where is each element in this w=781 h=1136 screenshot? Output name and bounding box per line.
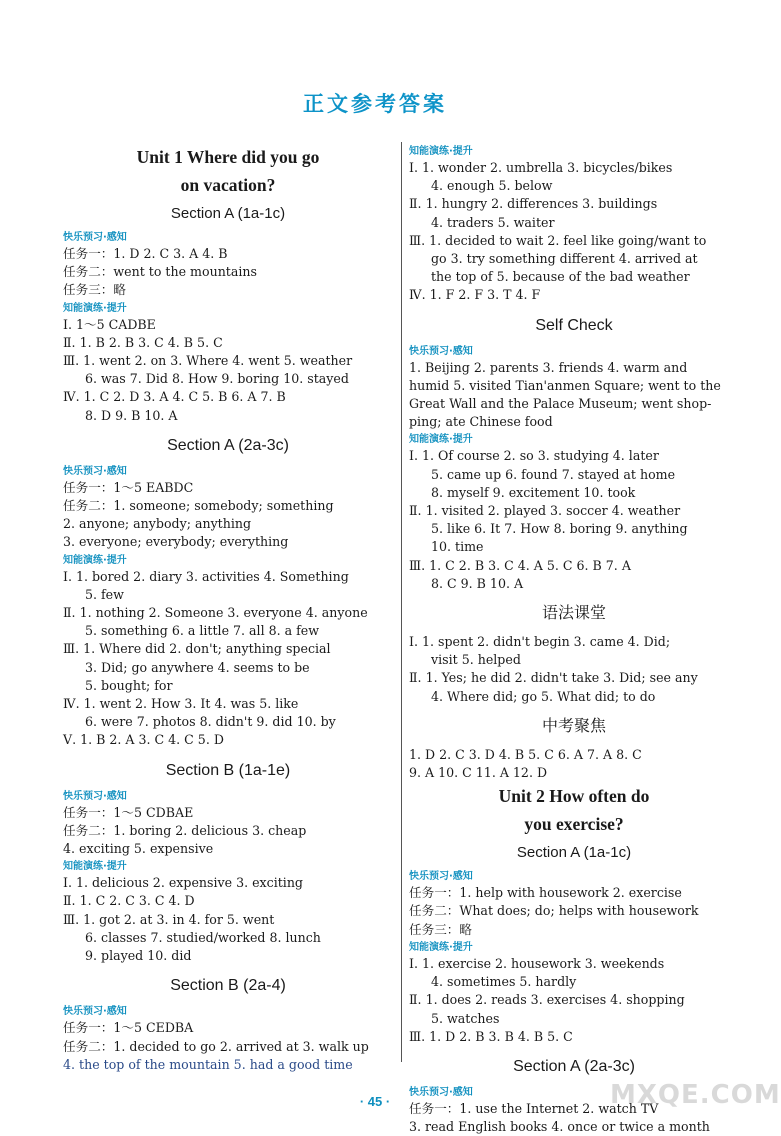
answer-line: Ⅲ. 1. C 2. B 3. C 4. A 5. C 6. B 7. A: [409, 557, 631, 573]
answer-line: 9. A 10. C 11. A 12. D: [409, 765, 548, 781]
page-title: 正文参考答案: [303, 92, 447, 116]
answer-line: Ⅰ. 1. delicious 2. expensive 3. exciting: [63, 875, 303, 891]
answer-line: 4. exciting 5. expensive: [63, 841, 214, 857]
answer-line: 6. classes 7. studied/worked 8. lunch: [85, 929, 321, 945]
answer-line: 5. something 6. a little 7. all 8. a few: [85, 623, 320, 639]
exercise-tag: 知能演练·提升: [409, 434, 473, 446]
answer-line: 任务三：略: [63, 282, 126, 298]
section-title: 中考聚焦: [541, 717, 606, 735]
answer-line: 任务二：What does; do; helps with housework: [409, 903, 699, 919]
watermark-logo: MXQE.COM: [610, 1080, 781, 1110]
answer-line: 4. traders 5. waiter: [431, 214, 555, 230]
section-title: Section A (2a-3c): [167, 436, 289, 454]
exercise-tag: 知能演练·提升: [63, 302, 127, 314]
answer-line: humid 5. visited Tian'anmen Square; went to the: [409, 377, 721, 393]
right-column: [409, 143, 739, 1136]
unit-title: you exercise?: [524, 814, 624, 835]
answer-line: Ⅴ. 1. B 2. A 3. C 4. C 5. D: [63, 732, 224, 748]
answer-line: Ⅳ. 1. C 2. D 3. A 4. C 5. B 6. A 7. B: [63, 389, 286, 405]
answer-line: 4. Where did; go 5. What did; to do: [431, 688, 656, 704]
section-title: Section B (2a-4): [170, 977, 286, 995]
answer-line: 6. were 7. photos 8. didn't 9. did 10. by: [85, 714, 336, 730]
answer-line: go 3. try something different 4. arrived at: [431, 251, 698, 267]
answer-line: 3. Did; go anywhere 4. seems to be: [85, 659, 310, 675]
answer-line: 任务一：1～5 CDBAE: [63, 804, 194, 820]
answer-line: 3. read English books 4. once or twice a month: [409, 1119, 710, 1135]
exercise-tag: 知能演练·提升: [63, 554, 127, 566]
answer-line: Ⅱ. 1. visited 2. played 3. soccer 4. weather: [409, 503, 681, 519]
unit-title: Unit 1 Where did you go: [136, 147, 320, 167]
exercise-tag: 快乐预习·感知: [63, 465, 127, 477]
section-title: Section A (1a-1c): [170, 205, 286, 222]
answer-line: 任务三：略: [409, 921, 472, 937]
answer-line: Ⅱ. 1. nothing 2. Someone 3. everyone 4. anyone: [63, 605, 368, 621]
unit-title: on vacation?: [180, 175, 276, 195]
left-column: [63, 143, 393, 1074]
answer-line: Ⅲ. 1. D 2. B 3. B 4. B 5. C: [409, 1028, 573, 1044]
answer-line: Ⅲ. 1. got 2. at 3. in 4. for 5. went: [63, 911, 275, 927]
answer-line: 任务一：1～5 EABDC: [63, 479, 194, 495]
exercise-tag: 快乐预习·感知: [63, 790, 127, 802]
section-title: Section A (2a-3c): [513, 1057, 635, 1075]
answer-line: Ⅳ. 1. went 2. How 3. It 4. was 5. like: [63, 696, 299, 712]
answer-line: 任务一：1～5 CEDBA: [63, 1020, 194, 1036]
section-title: Section A (1a-1c): [516, 844, 632, 862]
answer-line: 5. bought; for: [85, 677, 173, 693]
answer-line: 1. Beijing 2. parents 3. friends 4. warm and: [409, 359, 688, 375]
unit-title: Unit 2 How often do: [498, 786, 650, 807]
answer-line: Ⅰ. 1～5 CADBE: [63, 316, 156, 332]
exercise-tag: 快乐预习·感知: [63, 232, 127, 243]
answer-line: Ⅰ. 1. Of course 2. so 3. studying 4. later: [409, 448, 659, 464]
answer-line: Great Wall and the Palace Museum; went shop-: [409, 396, 712, 412]
exercise-tag: 快乐预习·感知: [409, 1086, 473, 1098]
exercise-tag: 知能演练·提升: [63, 861, 127, 873]
page-number: · 45 ·: [359, 1094, 391, 1109]
answer-line: 任务一：1. D 2. C 3. A 4. B: [63, 246, 228, 261]
section-title: Section B (1a-1e): [165, 761, 291, 779]
answer-line: 10. time: [431, 539, 484, 555]
answer-line: Ⅰ. 1. exercise 2. housework 3. weekends: [409, 955, 665, 971]
answer-line: 任务一：1. help with housework 2. exercise: [409, 885, 682, 901]
answer-line: 任务二：1. someone; somebody; something: [63, 498, 334, 514]
answer-line: Ⅱ. 1. does 2. reads 3. exercises 4. shopping: [409, 992, 685, 1008]
answer-line: 5. few: [85, 586, 124, 602]
answer-line: 4. sometimes 5. hardly: [431, 974, 577, 990]
answer-line: 任务一：1. use the Internet 2. watch TV: [409, 1100, 659, 1116]
answer-line: 2. anyone; anybody; anything: [63, 516, 252, 532]
answer-line: 5. came up 6. found 7. stayed at home: [431, 466, 676, 482]
answer-line: Ⅰ. 1. wonder 2. umbrella 3. bicycles/bikes: [409, 160, 673, 175]
answer-line: visit 5. helped: [431, 652, 521, 668]
exercise-tag: 快乐预习·感知: [409, 345, 473, 357]
answer-line: 6. was 7. Did 8. How 9. boring 10. stayed: [85, 371, 349, 387]
exercise-tag: 快乐预习·感知: [63, 1006, 127, 1018]
section-title: Self Check: [535, 316, 613, 334]
answer-line: Ⅳ. 1. F 2. F 3. T 4. F: [409, 287, 541, 303]
exercise-tag: 知能演练·提升: [409, 146, 473, 157]
answer-line: ping; ate Chinese food: [409, 414, 553, 430]
answer-line: Ⅱ. 1. Yes; he did 2. didn't take 3. Did; see any: [409, 670, 698, 686]
answer-line: the top of 5. because of the bad weather: [431, 269, 690, 285]
answer-line: 5. watches: [431, 1010, 500, 1026]
answer-line: Ⅰ. 1. spent 2. didn't begin 3. came 4. Did;: [409, 634, 671, 650]
answer-line: 任务二：1. boring 2. delicious 3. cheap: [63, 822, 307, 838]
answer-line: Ⅱ. 1. C 2. C 3. C 4. D: [63, 893, 195, 909]
column-divider: [401, 142, 402, 1062]
answer-line: Ⅲ. 1. decided to wait 2. feel like going/want to: [409, 232, 707, 248]
answer-line: 8. D 9. B 10. A: [85, 407, 178, 423]
answer-line: Ⅱ. 1. hungry 2. differences 3. buildings: [409, 196, 658, 212]
answer-line: 9. played 10. did: [85, 948, 192, 964]
answer-line: 任务二：1. decided to go 2. arrived at 3. walk up: [63, 1038, 369, 1054]
answer-line: 8. myself 9. excitement 10. took: [431, 484, 636, 500]
answer-line: 4. enough 5. below: [431, 178, 553, 194]
answer-line: 8. C 9. B 10. A: [431, 575, 524, 591]
answer-line: 1. D 2. C 3. D 4. B 5. C 6. A 7. A 8. C: [409, 746, 642, 762]
answer-line: Ⅰ. 1. bored 2. diary 3. activities 4. Something: [63, 568, 349, 584]
answer-line: Ⅲ. 1. went 2. on 3. Where 4. went 5. weather: [63, 353, 353, 369]
answer-line: Ⅲ. 1. Where did 2. don't; anything special: [63, 641, 331, 657]
answer-line: 5. like 6. It 7. How 8. boring 9. anything: [431, 521, 688, 537]
answer-line: 4. the top of the mountain 5. had a good time: [63, 1056, 353, 1072]
answer-line: 任务二：went to the mountains: [63, 264, 257, 280]
exercise-tag: 知能演练·提升: [409, 941, 473, 953]
answer-line: 3. everyone; everybody; everything: [63, 534, 289, 550]
answer-line: Ⅱ. 1. B 2. B 3. C 4. B 5. C: [63, 334, 223, 350]
exercise-tag: 快乐预习·感知: [409, 871, 473, 883]
section-title: 语法课堂: [541, 605, 606, 623]
